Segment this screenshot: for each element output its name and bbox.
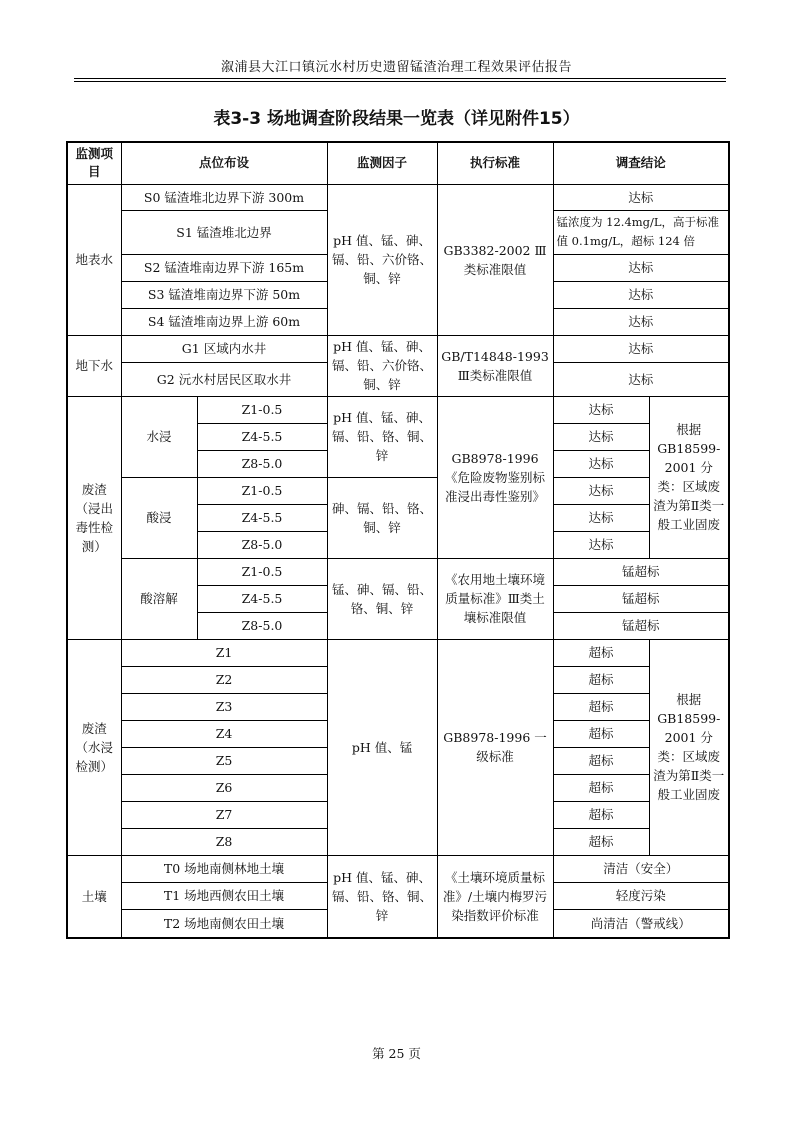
sample-cell: Z8 [121, 828, 327, 855]
table-row [67, 855, 729, 882]
result-cell: 超标 [553, 639, 649, 666]
table-row [67, 639, 729, 666]
table-row [67, 558, 729, 585]
result-cell: 达标 [553, 308, 729, 335]
sample-cell: Z4-5.5 [197, 585, 327, 612]
method-cell: 酸浸 [121, 477, 197, 558]
sample-cell: Z8-5.0 [197, 450, 327, 477]
category-slag-leach: 废渣（浸出毒性检测） [67, 396, 121, 639]
result-cell: 达标 [553, 450, 649, 477]
col-header-item: 监测项目 [67, 142, 121, 184]
col-header-location: 点位布设 [121, 142, 327, 184]
classification-note: 根据GB18599-2001 分类：区域废渣为第Ⅱ类一般工业固废 [649, 396, 729, 558]
result-cell: 锰超标 [553, 585, 729, 612]
method-cell: 酸溶解 [121, 558, 197, 639]
table-title: 表3-3 场地调查阶段结果一览表（详见附件15） [213, 109, 580, 129]
result-cell: 超标 [553, 693, 649, 720]
location-cell: S3 锰渣堆南边界下游 50m [121, 281, 327, 308]
result-cell: 超标 [553, 666, 649, 693]
standard-cell: 《土壤环境质量标准》/土壤内梅罗污染指数评价标准 [437, 855, 553, 938]
table-row [67, 477, 729, 504]
result-cell: 达标 [553, 396, 649, 423]
result-cell: 超标 [553, 828, 649, 855]
sample-cell: Z7 [121, 801, 327, 828]
result-cell: 轻度污染 [553, 882, 729, 909]
standard-cell: 《农用地土壤环境质量标准》Ⅲ类土壤标准限值 [437, 558, 553, 639]
sample-cell: Z4-5.5 [197, 423, 327, 450]
result-cell: 超标 [553, 801, 649, 828]
location-cell: G2 沅水村居民区取水井 [121, 362, 327, 396]
method-cell: 水浸 [121, 396, 197, 477]
sample-cell: Z1 [121, 639, 327, 666]
sample-cell: Z8-5.0 [197, 531, 327, 558]
result-cell: 清洁（安全） [553, 855, 729, 882]
result-cell: 超标 [553, 747, 649, 774]
classification-note: 根据GB18599-2001 分类：区域废渣为第Ⅱ类一般工业固废 [649, 639, 729, 855]
factor-cell: pH 值、锰、砷、镉、铅、铬、铜、锌 [327, 855, 437, 938]
result-cell: 达标 [553, 423, 649, 450]
col-header-factor: 监测因子 [327, 142, 437, 184]
sample-cell: Z4 [121, 720, 327, 747]
location-cell: S0 锰渣堆北边界下游 300m [121, 184, 327, 210]
running-header: 溆浦县大江口镇沅水村历史遗留锰渣治理工程效果评估报告 [220, 60, 572, 75]
result-cell: 达标 [553, 335, 729, 362]
result-cell: 达标 [553, 477, 649, 504]
standard-cell: GB8978-1996《危险废物鉴别标准浸出毒性鉴别》 [437, 396, 553, 558]
header-row [67, 142, 729, 184]
factor-cell: pH 值、锰、砷、镉、铅、铬、铜、锌 [327, 396, 437, 477]
category-soil: 土壤 [67, 855, 121, 938]
result-cell: 超标 [553, 774, 649, 801]
standard-cell: GB/T14848-1993 Ⅲ类标准限值 [437, 335, 553, 396]
factor-cell: 砷、镉、铅、铬、铜、锌 [327, 477, 437, 558]
location-cell: G1 区域内水井 [121, 335, 327, 362]
col-header-standard: 执行标准 [437, 142, 553, 184]
standard-cell: GB3382-2002 Ⅲ类标准限值 [437, 184, 553, 335]
results-table [66, 141, 730, 939]
category-groundwater: 地下水 [67, 335, 121, 396]
result-cell: 达标 [553, 504, 649, 531]
sample-cell: Z4-5.5 [197, 504, 327, 531]
location-cell: T1 场地西侧农田土壤 [121, 882, 327, 909]
factor-cell: pH 值、锰 [327, 639, 437, 855]
result-cell: 锰超标 [553, 612, 729, 639]
result-cell: 锰浓度为 12.4mg/L，高于标准值 0.1mg/L，超标 124 倍 [553, 210, 729, 254]
factor-cell: 锰、砷、镉、铅、铬、铜、锌 [327, 558, 437, 639]
category-surface-water: 地表水 [67, 184, 121, 335]
sample-cell: Z1-0.5 [197, 558, 327, 585]
sample-cell: Z1-0.5 [197, 477, 327, 504]
factor-cell: pH 值、锰、砷、镉、铅、六价铬、铜、锌 [327, 184, 437, 335]
result-cell: 达标 [553, 184, 729, 210]
result-cell: 锰超标 [553, 558, 729, 585]
result-cell: 超标 [553, 720, 649, 747]
page-number: 第 25 页 [372, 1046, 421, 1061]
standard-cell: GB8978-1996 一级标准 [437, 639, 553, 855]
sample-cell: Z8-5.0 [197, 612, 327, 639]
location-cell: T2 场地南侧农田土壤 [121, 909, 327, 938]
table-row [67, 335, 729, 362]
sample-cell: Z6 [121, 774, 327, 801]
sample-cell: Z5 [121, 747, 327, 774]
result-cell: 达标 [553, 362, 729, 396]
location-cell: S4 锰渣堆南边界上游 60m [121, 308, 327, 335]
result-cell: 尚清洁（警戒线） [553, 909, 729, 938]
table-row [67, 184, 729, 210]
result-cell: 达标 [553, 281, 729, 308]
col-header-conclusion: 调查结论 [553, 142, 729, 184]
result-cell: 达标 [553, 254, 729, 281]
header-rule-double [74, 81, 726, 82]
location-cell: T0 场地南侧林地土壤 [121, 855, 327, 882]
sample-cell: Z3 [121, 693, 327, 720]
factor-cell: pH 值、锰、砷、镉、铅、六价铬、铜、锌 [327, 335, 437, 396]
sample-cell: Z1-0.5 [197, 396, 327, 423]
result-cell: 达标 [553, 531, 649, 558]
location-cell: S1 锰渣堆北边界 [121, 210, 327, 254]
table-row [67, 396, 729, 423]
category-slag-water: 废渣（水浸检测） [67, 639, 121, 855]
sample-cell: Z2 [121, 666, 327, 693]
location-cell: S2 锰渣堆南边界下游 165m [121, 254, 327, 281]
header-rule [74, 78, 726, 79]
